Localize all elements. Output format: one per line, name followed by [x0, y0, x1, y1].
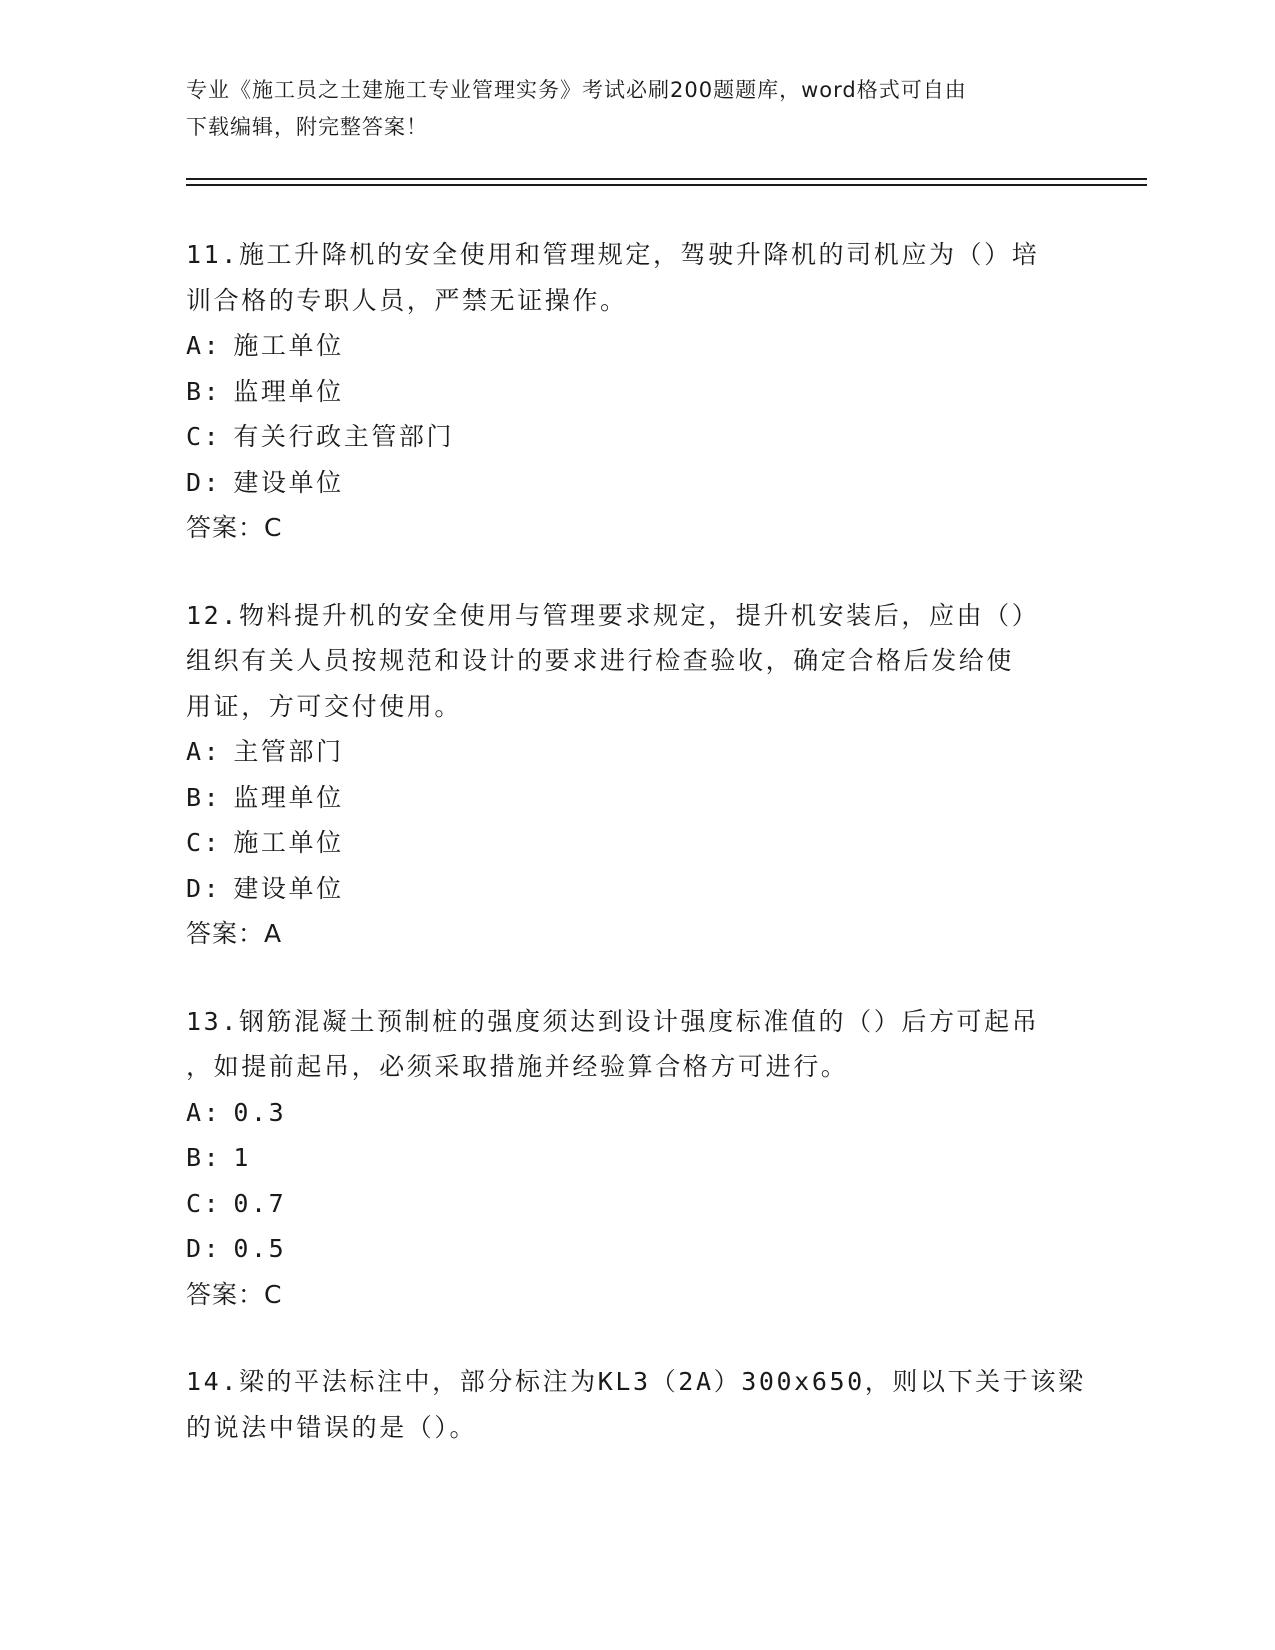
header-divider-bottom [186, 184, 1147, 186]
question-14 [186, 1359, 1086, 1450]
option-text: 1 [233, 1143, 251, 1172]
option-a [186, 729, 1086, 775]
question-text [186, 593, 1086, 730]
header-divider-top [186, 178, 1147, 180]
option-d [186, 866, 1086, 912]
option-key: B: [186, 1143, 222, 1172]
question-text-line: 13.钢筋混凝土预制桩的强度须达到设计强度标准值的（）后方可起吊 [186, 1006, 1040, 1036]
header-line-2: 下载编辑，附完整答案！ [186, 115, 428, 139]
option-key: C: [186, 1188, 222, 1218]
question-13 [186, 999, 1086, 1318]
option-text: 有关行政主管部门 [233, 422, 455, 451]
option-key: B: [186, 782, 222, 812]
option-key: A: [186, 331, 222, 360]
option-text: 主管部门 [233, 737, 344, 766]
question-text-line: 用证，方可交付使用。 [186, 691, 463, 721]
option-key: C: [186, 422, 222, 451]
option-text: 施工单位 [233, 331, 344, 360]
question-text-line: 14.梁的平法标注中，部分标注为KL3（2A）300x650，则以下关于该梁 [186, 1367, 1086, 1396]
question-text-line: ，如提前起吊，必须采取措施并经验算合格方可进行。 [186, 1052, 849, 1081]
option-text: 建设单位 [233, 467, 344, 497]
option-c [186, 820, 1086, 866]
option-b [186, 775, 1086, 821]
option-text: 监理单位 [233, 782, 344, 812]
header-line-1: 专业《施工员之土建施工专业管理实务》考试必刷200题题库，word格式可自由 [186, 78, 967, 102]
option-key: D: [186, 467, 222, 497]
option-text: 0.7 [233, 1188, 287, 1218]
option-a [186, 323, 1086, 369]
option-key: A: [186, 1097, 222, 1127]
question-text-line: 11.施工升降机的安全使用和管理规定，驾驶升降机的司机应为（）培 [186, 240, 1040, 269]
option-key: A: [186, 737, 222, 766]
option-a [186, 1090, 1086, 1136]
option-key: B: [186, 376, 222, 406]
question-text-line: 训合格的专职人员，严禁无证操作。 [186, 285, 628, 315]
question-text-line: 12.物料提升机的安全使用与管理要求规定，提升机安装后，应由（） [186, 600, 1040, 630]
question-12 [186, 593, 1086, 957]
option-text: 0.3 [233, 1097, 287, 1127]
option-c [186, 414, 1086, 460]
question-text-line: 组织有关人员按规范和设计的要求进行检查验收，确定合格后发给使 [186, 646, 1015, 675]
option-text: 施工单位 [233, 828, 344, 857]
question-text-line: 的说法中错误的是（）。 [186, 1412, 478, 1442]
option-text: 0.5 [233, 1234, 287, 1263]
option-text: 建设单位 [233, 873, 344, 903]
option-d [186, 460, 1086, 506]
question-text [186, 232, 1086, 323]
question-11 [186, 232, 1086, 551]
option-b [186, 1135, 1086, 1181]
question-text [186, 999, 1086, 1090]
answer: 答案：C [186, 513, 283, 542]
document-header [186, 72, 1066, 146]
option-text: 监理单位 [233, 376, 344, 406]
question-text [186, 1359, 1086, 1450]
option-key: D: [186, 1234, 222, 1263]
option-c [186, 1181, 1086, 1227]
answer: 答案：A [186, 919, 283, 948]
answer: 答案：C [186, 1279, 283, 1309]
option-key: C: [186, 828, 222, 857]
question-list [186, 232, 1086, 1492]
option-b [186, 369, 1086, 415]
option-d [186, 1226, 1086, 1272]
option-key: D: [186, 873, 222, 903]
